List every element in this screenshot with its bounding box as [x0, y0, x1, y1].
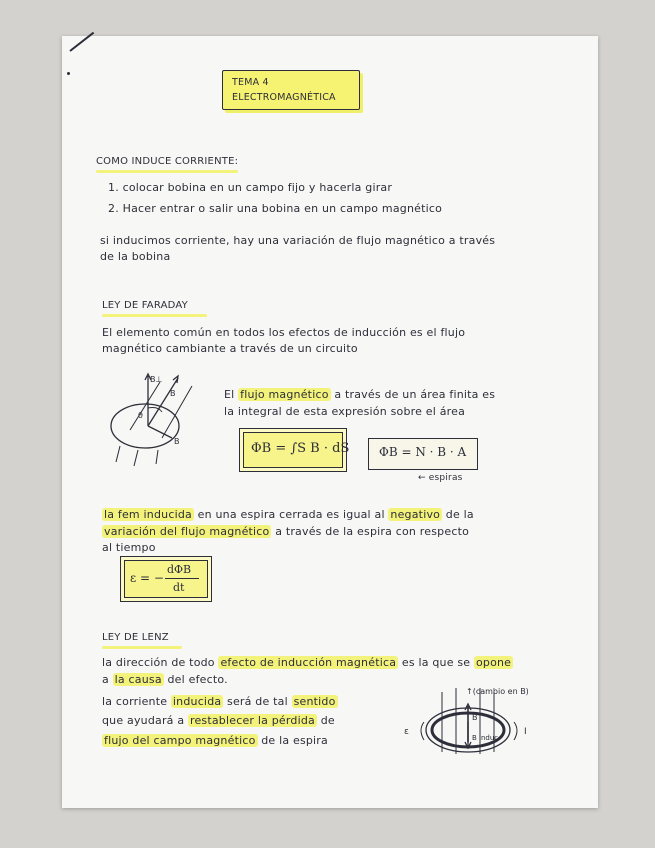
- variation-highlight: variación del flujo magnético: [104, 525, 270, 538]
- fem-text-2: a través de la espira con respecto: [275, 525, 470, 538]
- lenz-loop-diagram: [402, 682, 552, 762]
- heading-underline: [102, 314, 207, 317]
- sentido-highlight: sentido: [293, 695, 336, 708]
- section-heading-lenz: LEY DE LENZ: [102, 632, 169, 643]
- heading-underline: [96, 170, 238, 173]
- fem-text-end: de la: [445, 508, 474, 521]
- label-emf: ε: [404, 727, 409, 737]
- pen-mark: [69, 32, 94, 52]
- formula-emf-denominator: dt: [173, 581, 185, 594]
- paragraph-line-1: si inducimos corriente, hay una variación de flujo magnético a través: [100, 234, 496, 247]
- flux-highlight: flujo magnético: [240, 388, 329, 401]
- flux-text-end: a través de un área finita es: [334, 388, 496, 401]
- restore-highlight: restablecer la pérdida: [189, 714, 315, 727]
- label-b: B: [170, 389, 176, 398]
- label-b-surface: B: [174, 437, 180, 446]
- lenz-line-3: la corriente inducida será de tal sentido: [102, 695, 336, 708]
- fem-text: en una espira cerrada es igual al: [197, 508, 385, 521]
- title-line-2: ELECTROMAGNÉTICA: [232, 92, 336, 103]
- formula-flux-integral-box: [239, 428, 350, 472]
- formula-flux-product: ΦB = N · B · A: [379, 445, 467, 459]
- section-heading-faraday: LEY DE FARADAY: [102, 300, 188, 311]
- formula-emf-box: [120, 556, 212, 602]
- heading-underline: [102, 646, 182, 649]
- cause-highlight: la causa: [114, 673, 162, 686]
- formula-emf-numerator: dΦB: [167, 563, 192, 576]
- pen-dot: [67, 72, 70, 75]
- label-b-perp: B⊥: [150, 375, 163, 384]
- fem-line-2: [102, 525, 469, 538]
- list-item-2: 2. Hacer entrar o salir una bobina en un campo magnético: [108, 202, 443, 215]
- label-b-induc: B induc: [472, 734, 499, 742]
- paragraph-line-2: de la bobina: [100, 250, 171, 263]
- label-theta: θ: [138, 411, 143, 420]
- fem-line-1: [102, 508, 474, 521]
- espiras-note: ← espiras: [418, 473, 463, 483]
- list-item-1: 1. colocar bobina en un campo fijo y hacerla girar: [108, 181, 393, 194]
- label-b-field: B: [472, 713, 478, 722]
- opone-highlight: opone: [475, 656, 512, 669]
- formula-emf-lhs: ε = −: [130, 571, 164, 585]
- notebook-page: [62, 36, 598, 808]
- label-cambio: ↑(cambio en B): [466, 687, 529, 696]
- title-box: [222, 70, 360, 110]
- label-current: I: [524, 727, 527, 737]
- flux-text-start: El: [224, 388, 235, 401]
- flux-diagram: [100, 368, 210, 468]
- faraday-line-1: El elemento común en todos los efectos de inducción es el flujo: [102, 326, 466, 339]
- negativo-highlight: negativo: [390, 508, 441, 521]
- lenz-line-4: que ayudará a restablecer la pérdida de: [102, 714, 335, 727]
- induced-highlight: inducida: [172, 695, 222, 708]
- fraction-bar: [165, 578, 199, 579]
- title-line-1: TEMA 4: [232, 77, 269, 88]
- flux-text-line-2: la integral de esta expresión sobre el área: [224, 405, 466, 418]
- lenz-line-5: flujo del campo magnético de la espira: [104, 734, 328, 747]
- faraday-line-2: magnético cambiante a través de un circuito: [102, 342, 358, 355]
- formula-flux-integral: ΦB = ∫S B · dS: [251, 441, 350, 456]
- lenz-line-2: a la causa del efecto.: [102, 673, 228, 686]
- fem-line-3: al tiempo: [102, 541, 156, 554]
- section-heading-induce: COMO INDUCE CORRIENTE:: [96, 156, 239, 167]
- flux-text-line-1: [224, 388, 495, 401]
- lenz-line-1: la dirección de todo efecto de inducción magnética es la que se opone: [102, 656, 512, 669]
- effect-highlight: efecto de inducción magnética: [220, 656, 397, 669]
- flux-field-highlight: flujo del campo magnético: [104, 734, 256, 747]
- formula-flux-product-box: [368, 438, 478, 470]
- fem-highlight: la fem inducida: [104, 508, 192, 521]
